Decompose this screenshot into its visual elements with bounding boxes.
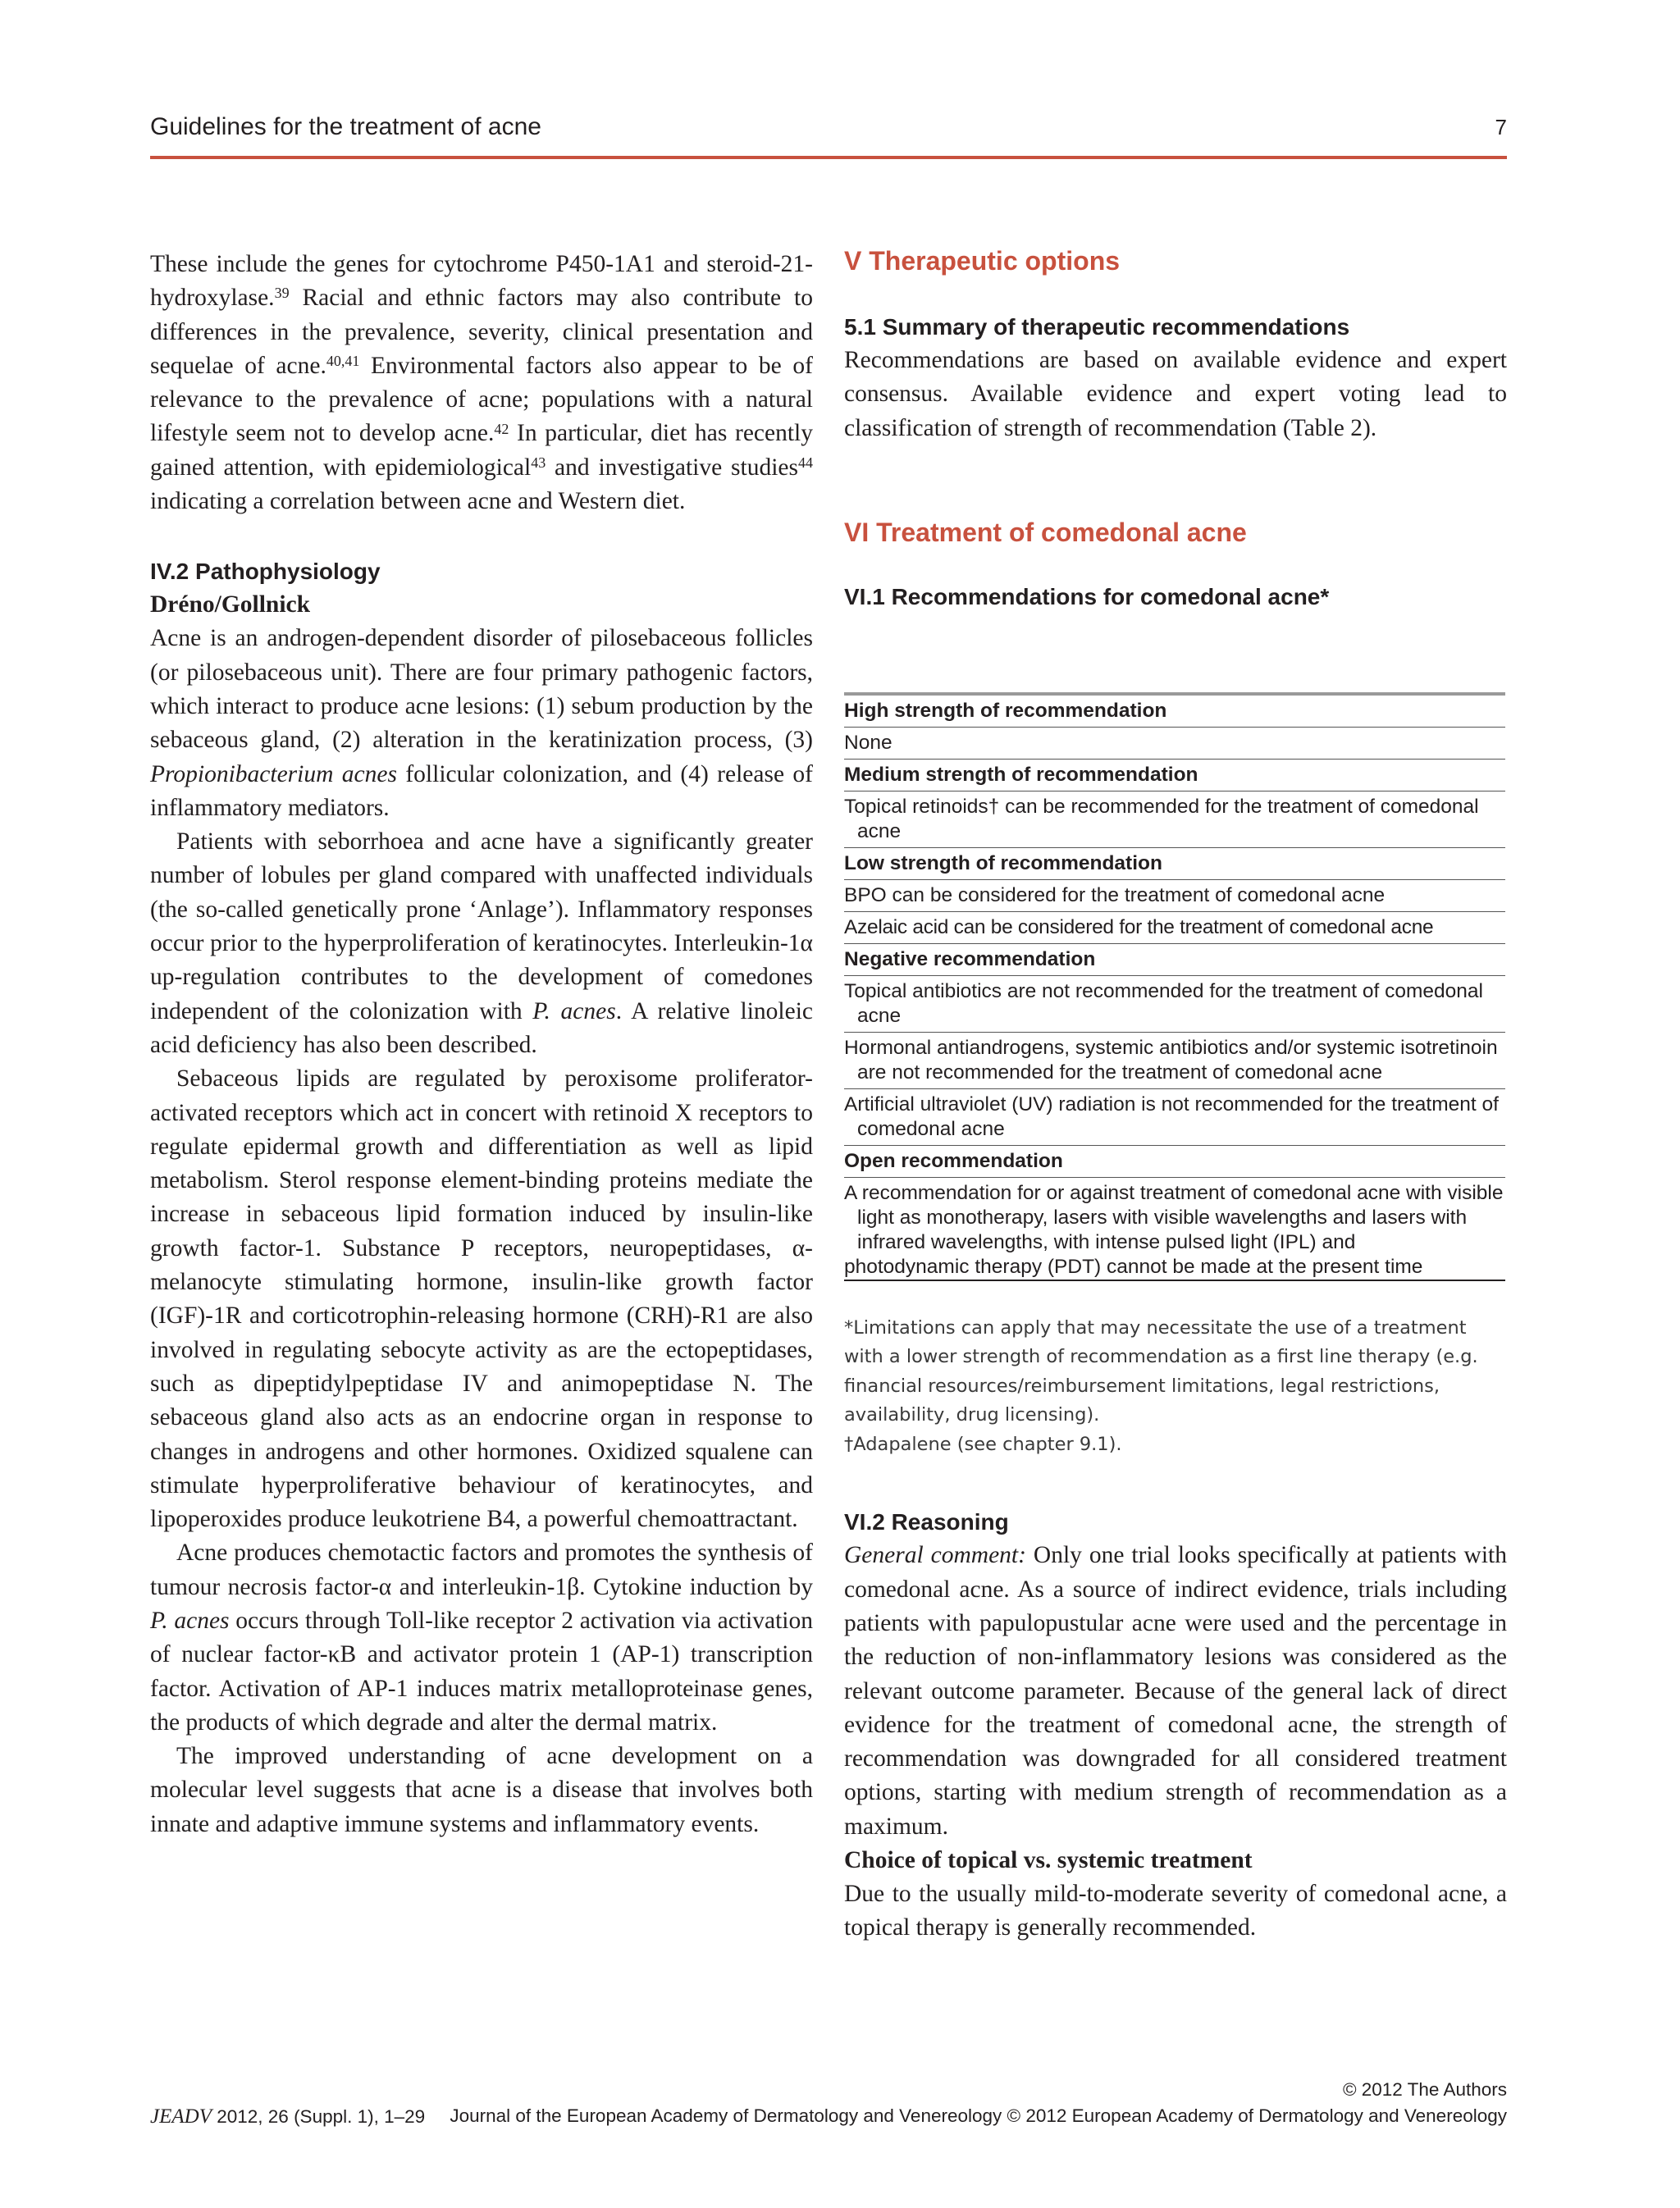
table-row: [844, 696, 1505, 728]
citation: 42: [494, 420, 509, 437]
footer-citation: [150, 2105, 425, 2128]
text: photodynamic therapy (PDT) cannot be made at the present time: [844, 1255, 1423, 1278]
table-cell: Artificial ultraviolet (UV) radiation is not recommended for the treatment of comedonal acne: [844, 1088, 1505, 1145]
table-cell: Hormonal antiandrogens, systemic antibiotics and/or systemic isotretinoin are not recommended for the treatment of comedonal acne: [844, 1032, 1505, 1088]
table-category-header: Medium strength of recommendation: [844, 759, 1505, 791]
table-row: [844, 847, 1505, 879]
text: These include the genes for cytochrome P450-1A1 and steroid-21-hydroxylase.: [150, 251, 813, 312]
table-category-header: Open recommendation: [844, 1145, 1505, 1177]
citation: 39: [274, 285, 290, 302]
table-cell: [844, 1177, 1505, 1280]
inline-label: General comment:: [844, 1542, 1026, 1569]
text: Only one trial looks specifically at patients with comedonal acne. As a source of indirect evidence, trials including patients with papulopustular acne were used and the percentage in the reduction of non-inflammatory lesions was considered as the relevant outcome parameter. Because of the general lack of direct evidence for the treatment of comedonal acne, the strength of recommendation was downgraded for all considered treatment options, starting with medium strength of recommendation as a maximum.: [844, 1542, 1507, 1840]
section-v-heading: V Therapeutic options: [844, 246, 1121, 276]
table-category-header: High strength of recommendation: [844, 696, 1505, 728]
table-row: [844, 879, 1505, 911]
page-number: 7: [1495, 115, 1507, 139]
table-row: [844, 1088, 1505, 1145]
heading-5-1: 5.1 Summary of therapeutic recommendations: [844, 314, 1350, 340]
text: Acne is an androgen-dependent disorder of pilosebaceous follicles (or pilosebaceous unit). There are four primary pathogenic factors, which interact to produce acne lesions: (1) sebum production by the sebaceous gland, (2) alteration in the keratinization process, (3): [150, 625, 813, 754]
table-category-header: Low strength of recommendation: [844, 847, 1505, 879]
paragraph-general-comment: [844, 1539, 1507, 1844]
table-row: [844, 1145, 1505, 1177]
table-cell: Azelaic acid can be considered for the treatment of comedonal acne: [844, 911, 1505, 943]
table-cell: BPO can be considered for the treatment of comedonal acne: [844, 879, 1505, 911]
running-head-title: Guidelines for the treatment of acne: [150, 113, 541, 140]
text: occurs through Toll-like receptor 2 activation via activation of nuclear factor-κB and activator protein 1 (AP-1) transcription factor. Activation of AP-1 induces matrix metalloproteinase genes, the products of which degrade and alter the dermal matrix.: [150, 1607, 813, 1736]
table-row: [844, 1177, 1505, 1280]
text: . A relative linoleic acid deficiency has also been described.: [150, 997, 814, 1058]
table-row: [844, 975, 1505, 1032]
paragraph-summary: Recommendations are based on available evidence and expert consensus. Available evidence and expert voting lead to classification of strength of recommendation (Table 2).: [844, 347, 1507, 441]
text: and investigative studies: [546, 454, 798, 481]
text: Acne produces chemotactic factors and promotes the synthesis of tumour necrosis factor-α and interleukin-1β. Cytokine induction by: [150, 1540, 813, 1600]
species-name: P. acnes: [532, 997, 616, 1024]
paragraph-chemotactic: [150, 1536, 813, 1740]
table-row: [844, 943, 1505, 975]
table-row: [844, 911, 1505, 943]
species-name: P. acnes: [150, 1607, 230, 1634]
footnote-adapalene: †Adapalene (see chapter 9.1).: [844, 1433, 1122, 1455]
species-name: Propionibacterium acnes: [150, 760, 397, 787]
paragraph-pathogenic-factors: [150, 622, 813, 825]
paragraph-choice: Due to the usually mild-to-moderate severity of comedonal acne, a topical therapy is generally recommended.: [844, 1881, 1507, 1941]
text: Patients with seborrhoea and acne have a significantly greater number of lobules per gland compared with unaffected individuals (the so-called genetically prone ‘Anlage’). Inflammatory responses occur prior to the hyperproliferation of keratinocytes. Interleukin-1α up-regulation contributes to the development of comedones independent of the colonization with: [150, 828, 813, 1024]
table-row: [844, 727, 1505, 759]
subheading-choice: Choice of topical vs. systemic treatment: [844, 1847, 1253, 1874]
section-authors: Dréno/Gollnick: [150, 591, 311, 618]
table-footnotes: [844, 1314, 1507, 1460]
heading-iv2-pathophysiology: IV.2 Pathophysiology: [150, 559, 381, 585]
running-head: [150, 113, 1507, 146]
citation: 43: [531, 454, 546, 471]
paragraph-seborrhoea: [150, 825, 813, 1062]
paragraph-understanding: The improved understanding of acne development on a molecular level suggests that acne is a disease that involves both innate and adaptive immune systems and inflammatory events.: [150, 1743, 813, 1837]
issue-pages: (Suppl. 1), 1–29: [294, 2106, 426, 2127]
heading-vi-1: VI.1 Recommendations for comedonal acne*: [844, 583, 1330, 609]
footer-copyright: © 2012 The Authors: [1342, 2079, 1507, 2100]
table-row: [844, 759, 1505, 791]
table-cell: Topical antibiotics are not recommended for the treatment of comedonal acne: [844, 975, 1505, 1032]
text: In particular, diet has recently gained attention, with epidemiological: [150, 420, 813, 481]
footer-journal-line: Journal of the European Academy of Dermatology and Venereology © 2012 European Academy of Dermatology and Venereology: [450, 2105, 1507, 2126]
header-rule: [150, 156, 1507, 159]
table-cell: Topical retinoids† can be recommended for the treatment of comedonal acne: [844, 791, 1505, 847]
text: follicular colonization, and (4) release of inflammatory mediators.: [150, 760, 814, 821]
paragraph-genetics: [150, 248, 813, 518]
table-row: [844, 1032, 1505, 1088]
citation: 44: [798, 454, 813, 471]
heading-vi-2: VI.2 Reasoning: [844, 1509, 1009, 1535]
paragraph-sebaceous-lipids: Sebaceous lipids are regulated by peroxisome proliferator-activated receptors which act in concert with retinoid X receptors to regulate epidermal growth and differentiation as well as lipid metabolism. Sterol response element-binding proteins mediate the increase in sebaceous lipid formation induced by insulin-like growth factor-1. Substance P receptors, neuropeptidases, α-melanocyte stimulating hormone, insulin-like growth factor (IGF)-1R and corticotrophin-releasing hormone (CRH)-R1 are also involved in regulating sebocyte activity as are the ectopeptidases, such as dipeptidylpeptidase IV and animopeptidase N. The sebaceous gland also acts as an endocrine organ in response to changes in androgens and other hormones. Oxidized squalene can stimulate hyperproliferative behaviour of keratinocytes, and lipoperoxides produce leukotriene B4, a powerful chemoattractant.: [150, 1065, 813, 1533]
year: 2012,: [217, 2106, 263, 2127]
table-cell: None: [844, 727, 1505, 759]
footnote-limitations: *Limitations can apply that may necessitate the use of a treatment with a lower strength of recommendation as a first line therapy (e.g. financial resources/reimbursement limitations, legal restrictions, availability, drug licensing).: [844, 1316, 1478, 1426]
section-vi-heading: VI Treatment of comedonal acne: [844, 517, 1247, 547]
text: A recommendation for or against treatment of comedonal acne with visible light as monotherapy, lasers with visible wavelengths and lasers with infrared wavelengths, with intense pulsed light (IPL) and: [844, 1181, 1504, 1253]
right-column: [844, 248, 1507, 1946]
journal-abbr: JEADV: [150, 2105, 212, 2128]
text: indicating a correlation between acne and Western diet.: [150, 488, 686, 515]
table-category-header: Negative recommendation: [844, 943, 1505, 975]
table-row: [844, 791, 1505, 847]
citation: 40,41: [326, 353, 360, 370]
recommendations-table: [844, 696, 1505, 1280]
text: Racial and ethnic factors may also contribute to differences in the prevalence, severity, clinical presentation and sequelae of acne.: [150, 285, 813, 379]
left-column: [150, 248, 813, 1841]
volume: 26: [267, 2106, 289, 2127]
text: Environmental factors also appear to be of relevance to the prevalence of acne; populations with a natural lifestyle seem not to develop acne.: [150, 352, 813, 447]
